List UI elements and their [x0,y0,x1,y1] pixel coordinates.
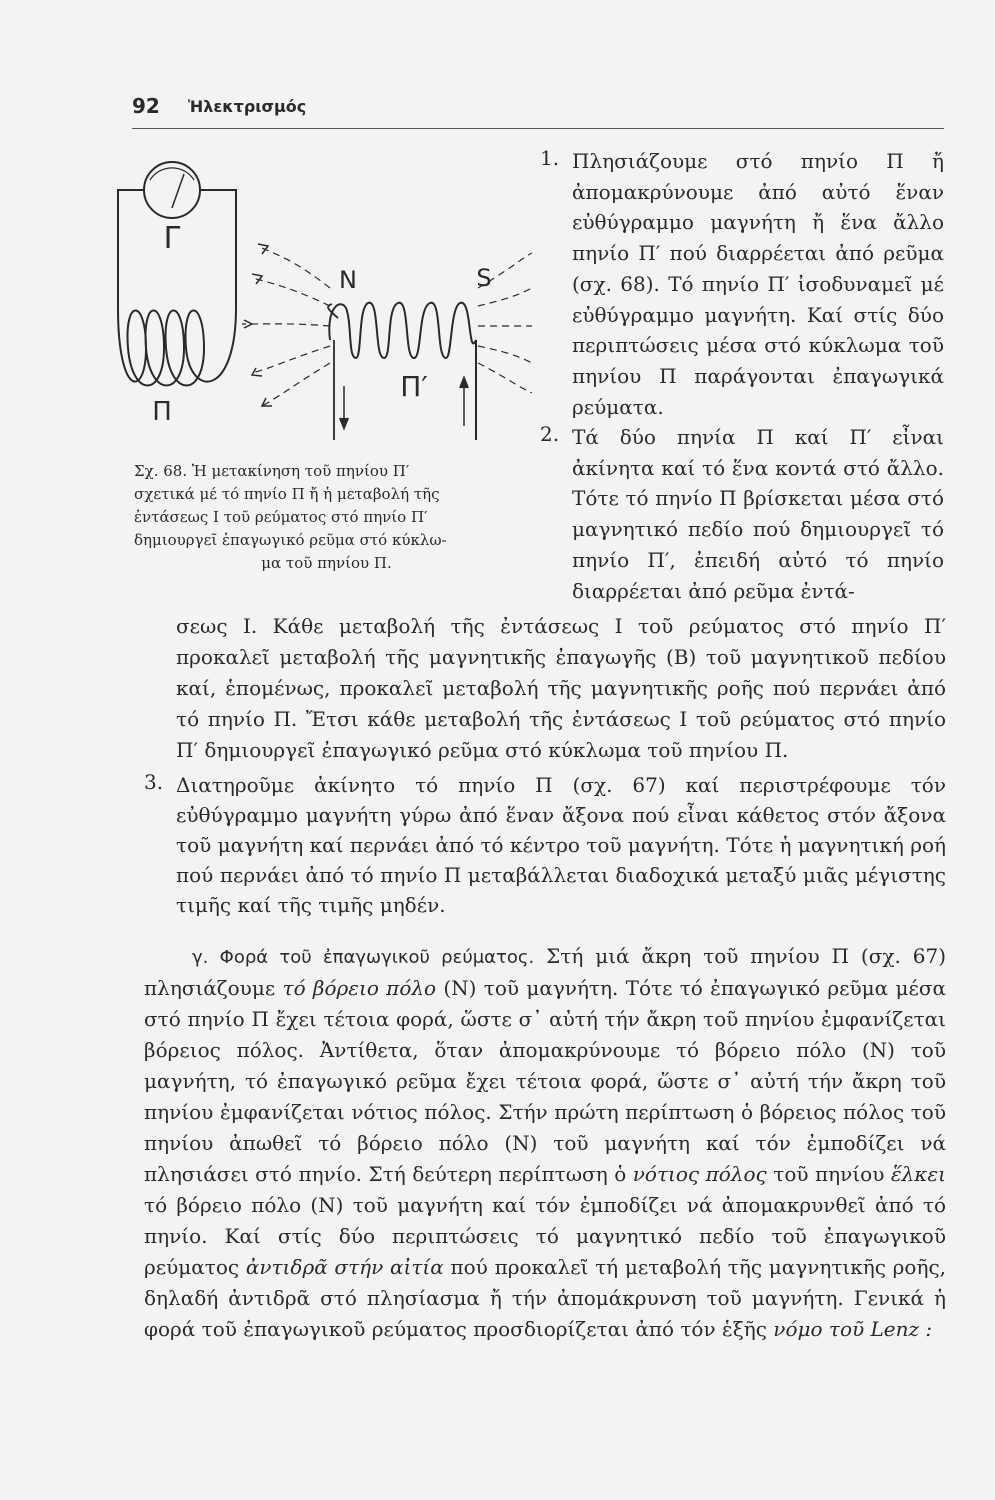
label-S: S [476,264,492,292]
section-paragraph [144,941,946,1345]
caption-line: μα τοῦ πηνίου Π. [261,554,392,572]
label-P: Π [152,397,172,427]
paragraph-text: πού προκαλεῖ τή μεταβολή τῆς μαγνητικῆς ροῆς, δηλαδή ἀντιδρᾶ στό πλησίασμα ἤ τήν ἀπομάκρυνση τοῦ μαγνήτη. Γενικά ἡ φορά τοῦ ἐπαγωγικοῦ ρεύματος προσδιορίζεται ἀπό τόν ἑξῆς [144,1255,947,1341]
page-header [132,92,944,129]
list-item-2-continued: σεως Ι. Κάθε μεταβολή τῆς ἐντάσεως Ι τοῦ ρεύματος στό πηνίο Π′ προκαλεῖ μεταβολή τῆς μαγνητικῆς ἐπαγωγῆς (Β) τοῦ μαγνητικοῦ πεδίου καί, ἑπομένως, προκαλεῖ μεταβολή τῆς μαγνητικῆς ροῆς πού περνάει ἀπό τό πηνίο Π. Ἔτσι κάθε μεταβολή τῆς ἐντάσεως Ι τοῦ ρεύματος στό πηνίο Π′ δημιουργεῖ ἐπαγωγικό ρεῦμα στό κύκλωμα τοῦ πηνίου Π. [176,614,946,762]
item-number: 3. [144,770,164,794]
emphasis: ἀντιδρᾶ στήν αἰτία [245,1255,444,1279]
page-number: 92 [132,94,160,118]
coil-P [118,308,236,386]
paragraph-text: τό βόρειο πόλο (Ν) τοῦ μαγνήτη καί τόν ἐμποδίζει νά ἀπομακρυνθεῖ ἀπό τό πηνίο. Καί στίς δύο περιπτώσεις τό μαγνητικό πεδίο τοῦ ἐπαγωγικοῦ ρεύματος [144,1193,946,1279]
paragraph-text: Στή μιά ἄκρη τοῦ πηνίου Π (σχ. 67) πλησιάζουμε [144,944,946,1000]
emphasis: ἕλκει [890,1162,946,1186]
section-heading: γ. Φορά τοῦ ἐπαγωγικοῦ ρεύματος. [192,947,535,968]
lenz-law-reference: νόμο τοῦ Lenz : [773,1317,933,1341]
item-number: 2. [540,422,560,446]
list-item-1: Πλησιάζουμε στό πηνίο Π ἤ ἀπομακρύνουμε ἀπό αὐτό ἕναν εὐθύγραμμο μαγνήτη ἤ ἕνα ἄλλο πηνίο Π′ πού διαρρέεται ἀπό ρεῦμα (σχ. 68). Τό πηνίο Π′ ἰσοδυναμεῖ μέ εὐθύγραμμο μαγνήτη. Καί στίς δύο περιπτώσεις μέσα στό κύκλωμα τοῦ πηνίου Π παράγονται ἐπαγωγικά ρεύματα. [572,149,944,419]
label-N: N [339,266,357,294]
emphasis: τό βόρειο πόλο [282,976,437,1000]
paragraph-text: (Ν) τοῦ μαγνήτη. Τότε τό ἐπαγωγικό ρεῦμα μέσα στό πηνίο Π ἔχει τέτοια φορά, ὥστε σ᾽ αὐτή τήν ἄκρη τοῦ πηνίου ἐμφανίζεται βόρειος πόλος. Ἀντίθετα, ὅταν ἀπομακρύνουμε τό βόρειο πόλο (Ν) τοῦ μαγνήτη, τό ἐπαγωγικό ρεῦμα ἔχει τέτοια φορά, ὥστε σ᾽ αὐτή τήν ἄκρη τοῦ πηνίου ἐμφανίζεται νότιος πόλος. Στήν πρώτη περίπτωση ὁ βόρειος πόλος τοῦ πηνίου ἀπωθεῖ τό βόρειο πόλο (Ν) τοῦ μαγνήτη καί τόν ἐμποδίζει νά πλησιάσει στό πηνίο. Στή δεύτερη περίπτωση ὁ [144,976,946,1186]
induction-diagram [112,158,532,458]
galvanometer-icon [144,162,200,218]
caption-line: ἐντάσεως Ι τοῦ ρεύματος στό πηνίο Π′ [134,508,428,526]
paragraph-text: τοῦ πηνίου [773,1162,885,1186]
label-G: Γ [163,221,181,256]
figure-68 [112,158,532,458]
item-number: 1. [540,146,560,170]
list-item-3: Διατηροῦμε ἀκίνητο τό πηνίο Π (σχ. 67) καί περιστρέφουμε τόν εὐθύγραμμο μαγνήτη γύρω ἀπό ἕναν ἄξονα πού εἶναι κάθετος στόν ἄξονα τοῦ μαγνήτη καί περνάει ἀπό τό κέντρο τοῦ μαγνήτη. Τότε ἡ μαγνητική ροή πού περνάει ἀπό τό πηνίο Π μεταβάλλεται διαδοχικά μεταξύ μιᾶς μέγιστης τιμῆς καί τῆς τιμῆς μηδέν. [176,773,946,917]
caption-line: σχετικά μέ τό πηνίο Π ἤ ἡ μεταβολή τῆς [134,485,440,503]
caption-line: Σχ. 68. Ἡ μετακίνηση τοῦ πηνίου Π′ [134,462,410,480]
caption-line: δημιουργεῖ ἐπαγωγικό ρεῦμα στό κύκλω- [134,531,447,549]
figure-caption [134,460,519,575]
emphasis: νότιος πόλος [632,1162,767,1186]
label-P-prime: Π′ [400,370,428,403]
coil-P-prime [329,303,476,358]
list-item-2: Τά δύο πηνία Π καί Π′ εἶναι ἀκίνητα καί τό ἕνα κοντά στό ἄλλο. Τότε τό πηνίο Π βρίσκεται μέσα στό μαγνητικό πεδίο πού δημιουργεῖ τό πηνίο Π′, ἐπειδή αὐτό τό πηνίο διαρρέεται ἀπό ρεῦμα ἐντά- [572,425,944,603]
running-title: Ἡλεκτρισμός [188,97,307,116]
